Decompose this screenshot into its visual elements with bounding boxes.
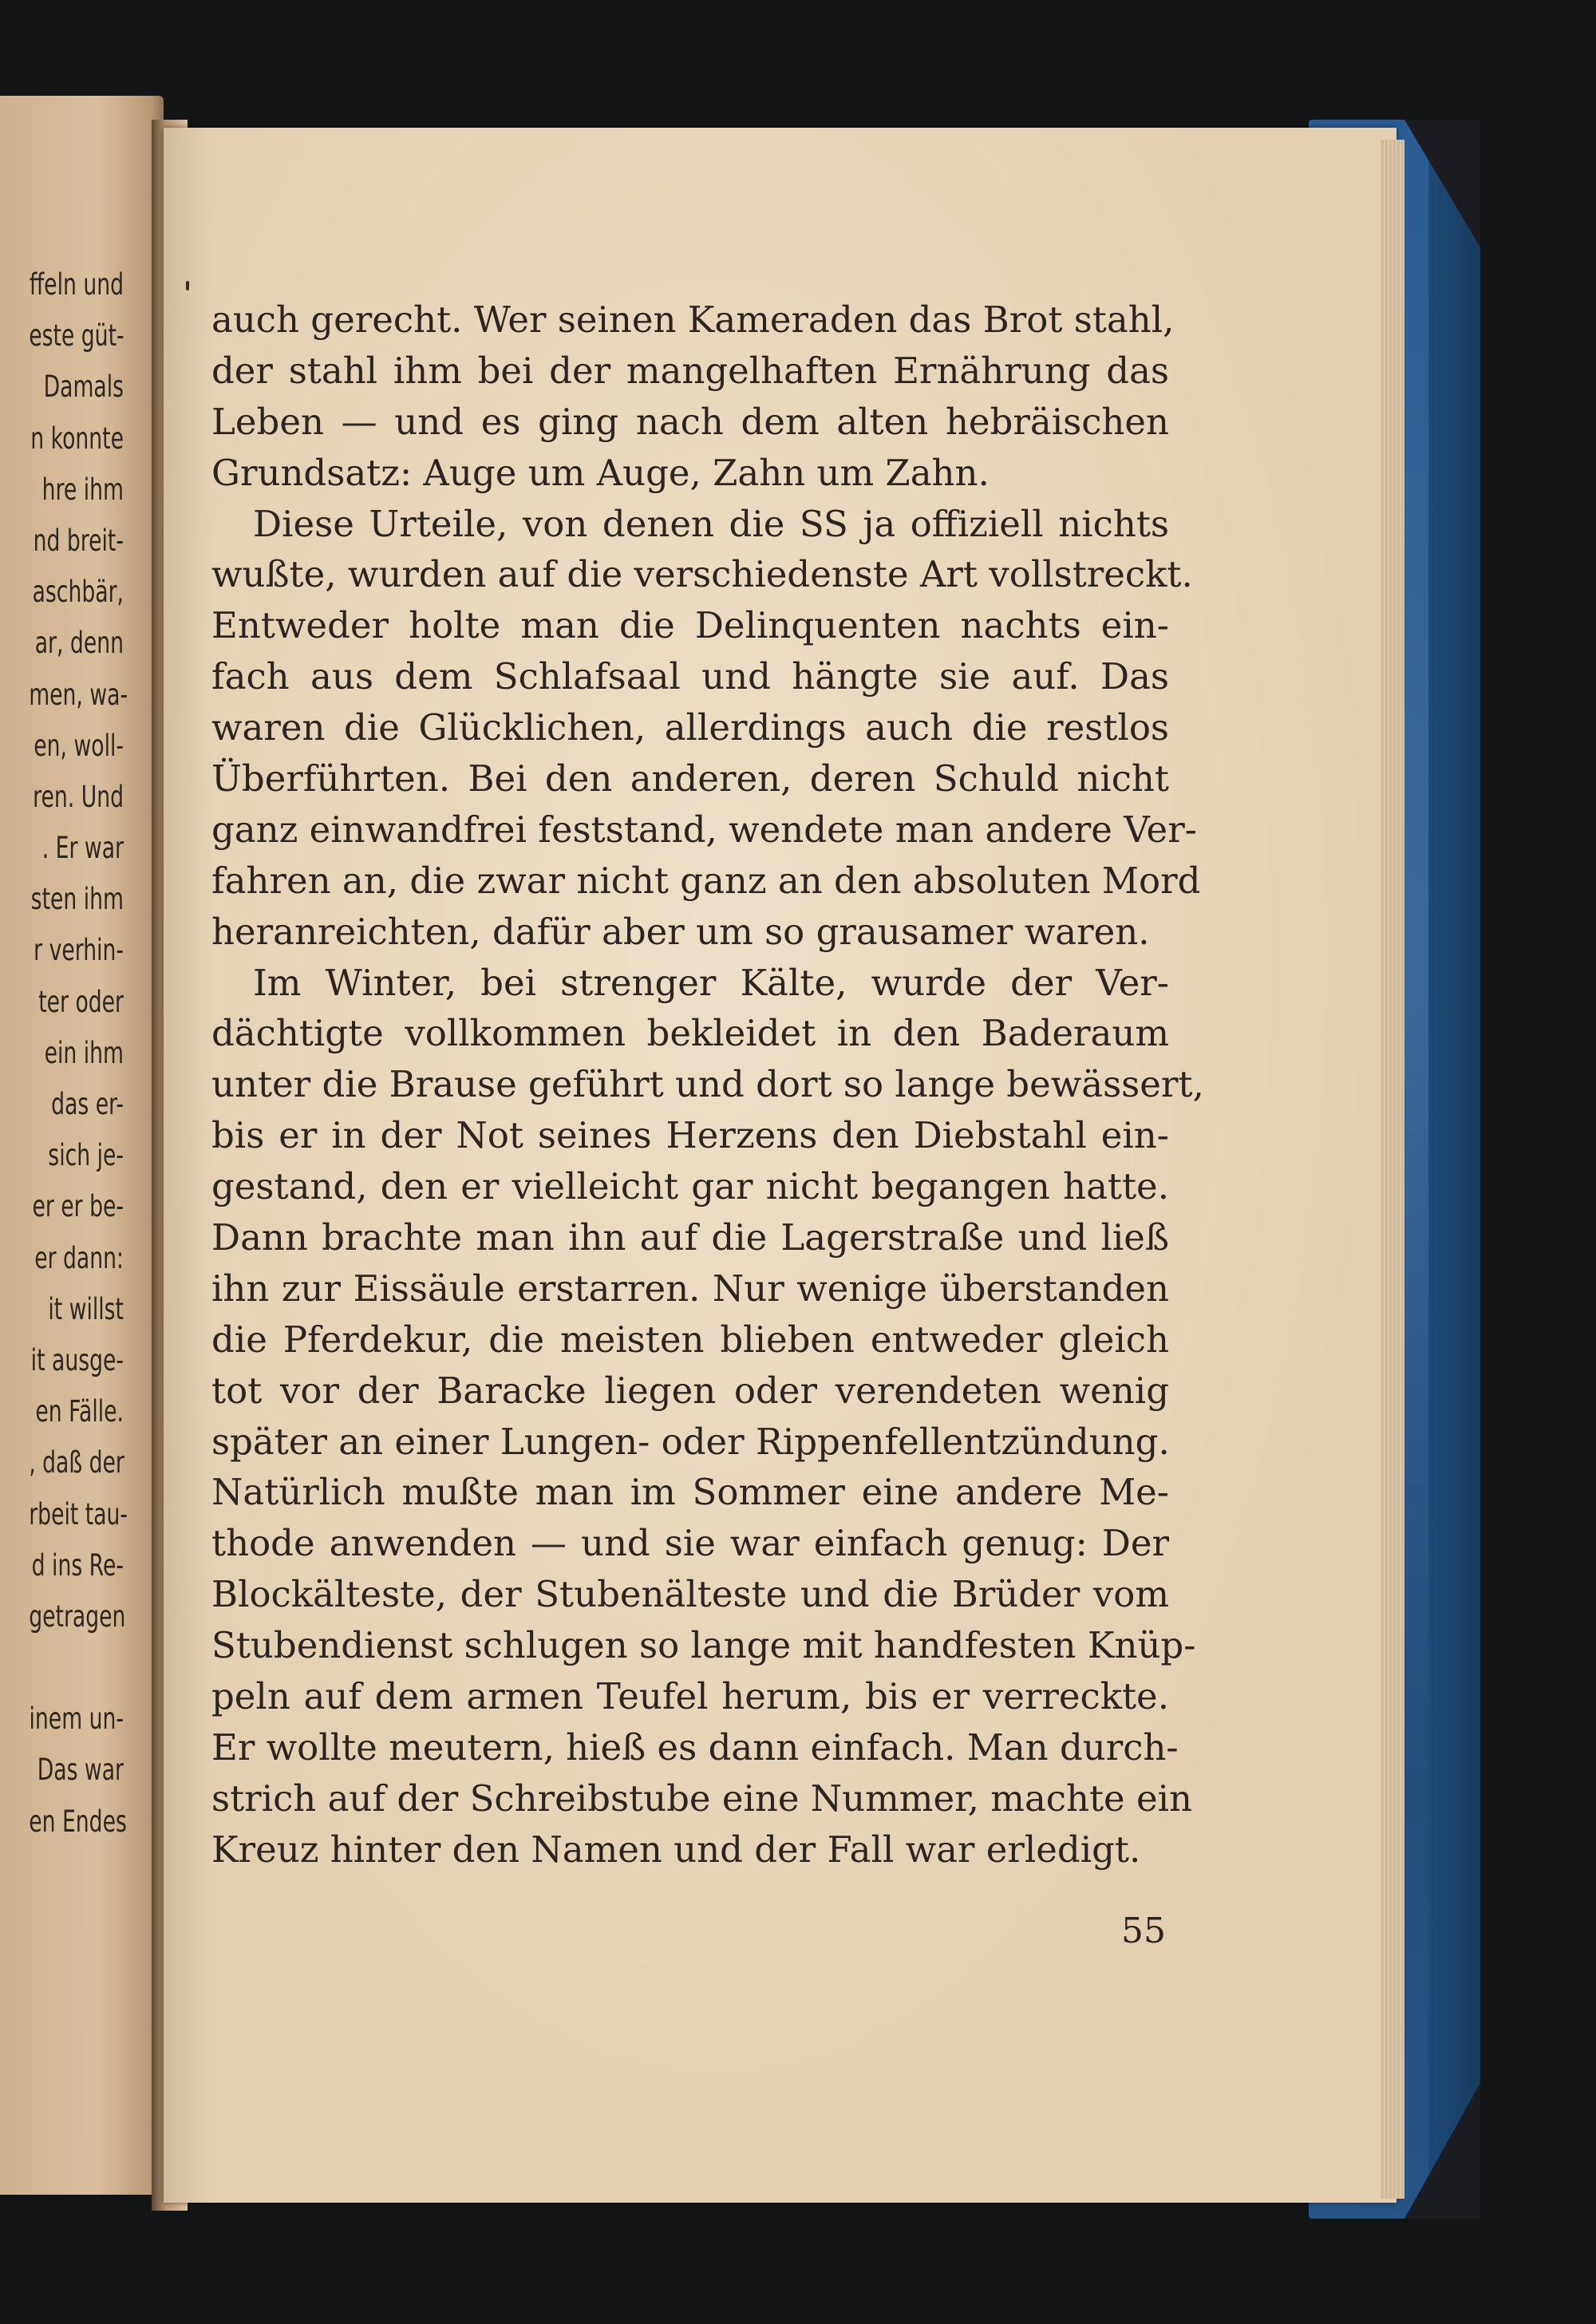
left-page-line: ter oder [38, 984, 124, 1019]
left-page-line: men, wa- [29, 677, 128, 712]
text-line: der stahl ihm bei der mangelhaften Ernährung das [211, 349, 1169, 392]
text-line: Überführten. Bei den anderen, deren Schuld nicht [211, 757, 1169, 800]
text-line: Blockälteste, der Stubenälteste und die Brüder vom [211, 1573, 1169, 1616]
text-line: später an einer Lungen- oder Rippenfellentzündung. [211, 1420, 1170, 1463]
left-page-line: ren. Und [33, 779, 124, 814]
text-line: Grundsatz: Auge um Auge, Zahn um Zahn. [211, 451, 990, 494]
text-line: ganz einwandfrei feststand, wendete man andere Ver- [211, 808, 1197, 851]
left-page-line: ein ihm [44, 1035, 124, 1070]
text-line: Diese Urteile, von denen die SS ja offiziell nichts [253, 502, 1169, 545]
left-page-line: Das war [37, 1753, 124, 1788]
left-page-line: getragen [29, 1599, 126, 1634]
left-page-line: hre ihm [41, 472, 124, 507]
left-page-line: en Fälle. [35, 1394, 124, 1429]
left-page-line: er dann: [34, 1240, 124, 1275]
text-line: heranreichten, dafür aber um so grausamer waren. [211, 910, 1150, 953]
text-line: unter die Brause geführt und dort so lange bewässert, [211, 1063, 1204, 1106]
left-page-line: en, woll- [34, 728, 124, 763]
left-page-line: ar, denn [34, 626, 124, 661]
left-page-line [29, 1642, 124, 1694]
left-page-line: d ins Re- [31, 1547, 124, 1583]
left-page-line: rbeit tau- [29, 1496, 128, 1532]
left-page-line: , daß der [29, 1445, 124, 1480]
left-page-line: das er- [51, 1087, 124, 1121]
left-page-text [29, 259, 128, 1848]
text-line: waren die Glücklichen, allerdings auch die restlos [211, 706, 1169, 749]
left-page-line: nd breit- [33, 523, 124, 558]
left-page-line: en Endes [29, 1804, 127, 1839]
page-number: 55 [1121, 1911, 1166, 1951]
left-page-line: r verhin- [34, 933, 124, 968]
text-line: Im Winter, bei strenger Kälte, wurde der Ver- [253, 961, 1169, 1004]
text-line: gestand, den er vielleicht gar nicht begangen hatte. [211, 1165, 1169, 1208]
text-line: peln auf dem armen Teufel herum, bis er verreckte. [211, 1675, 1169, 1718]
left-page-line: it ausge- [30, 1342, 124, 1377]
page-edges [1381, 140, 1404, 2199]
left-page-line: este güt- [29, 318, 124, 354]
cover-corner-top [1404, 120, 1480, 247]
text-line: dächtigte vollkommen bekleidet in den Baderaum [211, 1012, 1169, 1055]
text-line: Natürlich mußte man im Sommer eine andere Me- [211, 1471, 1169, 1514]
text-line: wußte, wurden auf die verschiedenste Art vollstreckt. [211, 553, 1193, 596]
text-line: fach aus dem Schlafsaal und hängte sie auf. Das [211, 655, 1169, 698]
text-line: Dann brachte man ihn auf die Lagerstraße und ließ [211, 1216, 1169, 1259]
left-page [0, 96, 164, 2195]
page-body-text [211, 294, 1204, 1875]
text-line: fahren an, die zwar nicht ganz an den absoluten Mord [211, 859, 1201, 902]
left-page-line: n konnte [30, 421, 124, 456]
text-line: Entweder holte man die Delinquenten nachts ein- [211, 604, 1169, 647]
left-page-line: Damals [43, 370, 124, 405]
text-line: auch gerecht. Wer seinen Kameraden das Brot stahl, [211, 298, 1175, 341]
text-line: ihn zur Eissäule erstarren. Nur wenige überstanden [211, 1267, 1169, 1310]
left-page-line: aschbär, [32, 575, 124, 610]
left-page-line: er er be- [32, 1189, 124, 1224]
left-page-line: sten ihm [30, 882, 124, 917]
left-page-line: sich je- [48, 1138, 124, 1173]
cover-corner-bottom [1404, 2083, 1480, 2219]
left-page-line: . Er war [41, 831, 124, 866]
text-line: Kreuz hinter den Namen und der Fall war erledigt. [211, 1828, 1141, 1871]
left-page-line: ffeln und [29, 267, 124, 302]
text-line: strich auf der Schreibstube eine Nummer, machte ein [211, 1777, 1192, 1820]
left-page-line: inem un- [29, 1702, 124, 1737]
text-line: die Pferdekur, die meisten blieben entweder gleich [211, 1318, 1169, 1361]
text-line: Stubendienst schlugen so lange mit handfesten Knüp- [211, 1624, 1196, 1667]
ink-speck [186, 281, 189, 290]
text-line: thode anwenden — und sie war einfach genug: Der [211, 1522, 1169, 1565]
left-page-line: it willst [48, 1291, 124, 1326]
book-cover-edge [1428, 120, 1480, 2219]
text-line: bis er in der Not seines Herzens den Diebstahl ein- [211, 1114, 1169, 1157]
text-line: Er wollte meutern, hieß es dann einfach. Man durch- [211, 1725, 1179, 1769]
text-line: Leben — und es ging nach dem alten hebräischen [211, 400, 1169, 443]
text-line: tot vor der Baracke liegen oder verendeten wenig [211, 1369, 1169, 1412]
